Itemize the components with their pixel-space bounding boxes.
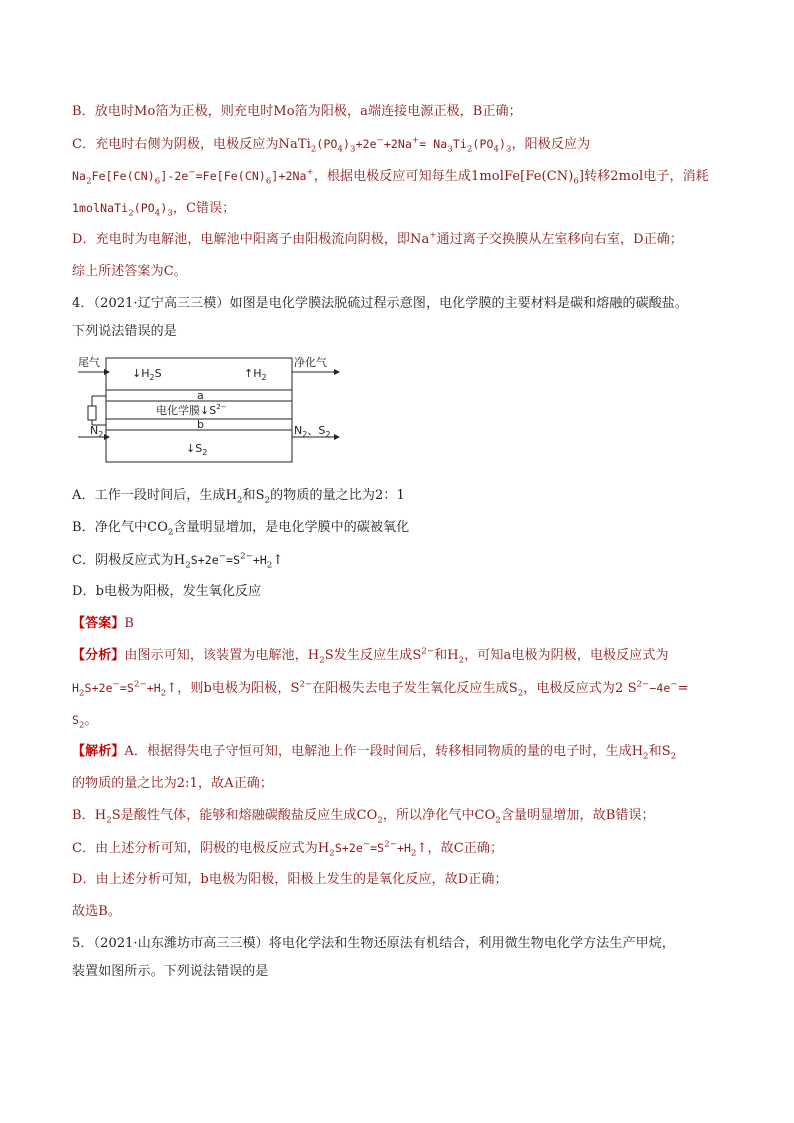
q4-stem-line2: 下列说法错误的是: [72, 324, 177, 339]
n2-in-arrowhead-icon: [104, 434, 110, 440]
label-tail-gas: 尾气: [78, 356, 100, 369]
q4-answer: 【答案】B: [72, 616, 135, 631]
q4-option-c: C．阴极反应式为$H_2S+2e^-=S^{2-}+H_2↑$: [72, 551, 284, 571]
clean-gas-arrowhead-icon: [334, 369, 340, 375]
q4-explain-line4: C．由上述分析可知，阴极的电极反应式为$H_2S+2e^-=S^{2-}+H_2↑$，故C正确；: [72, 839, 504, 859]
label-s2: $↓S_2$: [186, 442, 208, 457]
label-h2s: $↓H_2S$: [132, 367, 162, 382]
q4-option-b: B．净化气中$CO_2$含量明显增加，是电化学膜中的碳被氧化: [72, 520, 410, 538]
p3-option-c-line2: $Na_2Fe[Fe(CN)_6]-2e^-=Fe[Fe(CN)_6]+2Na^+$，根据电极反应可知每生成$1molFe[Fe(CN)_6]$转移2mol电子，消耗: [72, 167, 709, 187]
q4-explain-line5: D．由上述分析可知，b电极为阳极，阳极上发生的是氧化反应，故D正确；: [72, 872, 508, 887]
p3-summary: 综上所述答案为C。: [72, 264, 187, 279]
p3-option-c-line3: $1molNaTi_2(PO_4)_3$，C错误；: [72, 201, 236, 219]
q4-analysis-line3: $S_2$。: [72, 713, 98, 731]
q5-stem-line2: 装置如图所示。下列说法错误的是: [72, 964, 269, 979]
p3-option-d: D．充电时为电解池，电解池中阳离子由阳极流向阴极，即Na+通过离子交换膜从左室移向右室，D正确；: [72, 230, 683, 247]
q4-explain-line1: 【解析】A．根据得失电子守恒可知，电解池上作一段时间后，转移相同物质的量的电子时，生成$H_2$和$S_2$: [72, 744, 677, 762]
p3-option-b: B．放电时Mo箔为正极，则充电时Mo箔为阳极，a端连接电源正极，B正确；: [72, 104, 522, 119]
desulfurization-diagram: [76, 350, 346, 465]
q4-explain-line6: 故选B。: [72, 904, 121, 919]
n2s2-out-arrowhead-icon: [334, 434, 340, 440]
label-n2s2-out: $N_2$、$S_2$: [294, 424, 331, 439]
p3-option-c-line1: C．充电时右侧为阴极，电极反应为$NaTi_2(PO_4)_3+2e^-+2Na^+= Na_3Ti_2(PO_4)_3$，阳极反应为: [72, 135, 591, 155]
resistor-icon: [88, 406, 96, 420]
label-a: a: [197, 389, 204, 402]
q4-analysis-line1: 【分析】由图示可知，该装置为电解池，$H_2S$发生反应生成$S^{2-}$和$H_2$，可知a电极为阴极，电极反应式为: [72, 646, 669, 666]
tail-gas-arrowhead-icon: [104, 369, 110, 375]
q5-stem-line1: 5．（2021·山东潍坊市高三三模）将电化学法和生物还原法有机结合，利用微生物电化学方法生产甲烷，: [72, 936, 675, 951]
label-b: b: [197, 418, 204, 431]
label-n2-in: $N_2$: [90, 424, 104, 439]
q4-stem-line1: 4．（2021·辽宁高三三模）如图是电化学膜法脱硫过程示意图，电化学膜的主要材料是碳和熔融的碳酸盐。: [72, 296, 688, 311]
label-membrane: 电化学膜$↓S^{2-}$: [156, 403, 227, 417]
q4-analysis-line2: $H_2S+2e^-=S^{2-}+H_2↑$，则b电极为阳极，$S^{2-}$在阳极失去电子发生氧化反应生成$S_2$，电极反应式为2 $S^{2-}-4e^-=$: [72, 679, 689, 699]
label-clean-gas: 净化气: [294, 356, 327, 369]
label-h2: $↑H_2$: [244, 367, 267, 382]
q4-explain-line2: 的物质的量之比为2:1，故A正确；: [72, 776, 274, 791]
q4-option-a: A．工作一段时间后，生成$H_2$和$S_2$的物质的量之比为2：1: [72, 488, 405, 506]
q4-option-d: D．b电极为阳极，发生氧化反应: [72, 584, 262, 599]
q4-explain-line3: B．$H_2S$是酸性气体，能够和熔融碳酸盐反应生成$CO_2$，所以净化气中$CO_2$含量明显增加，故B错误；: [72, 808, 655, 826]
